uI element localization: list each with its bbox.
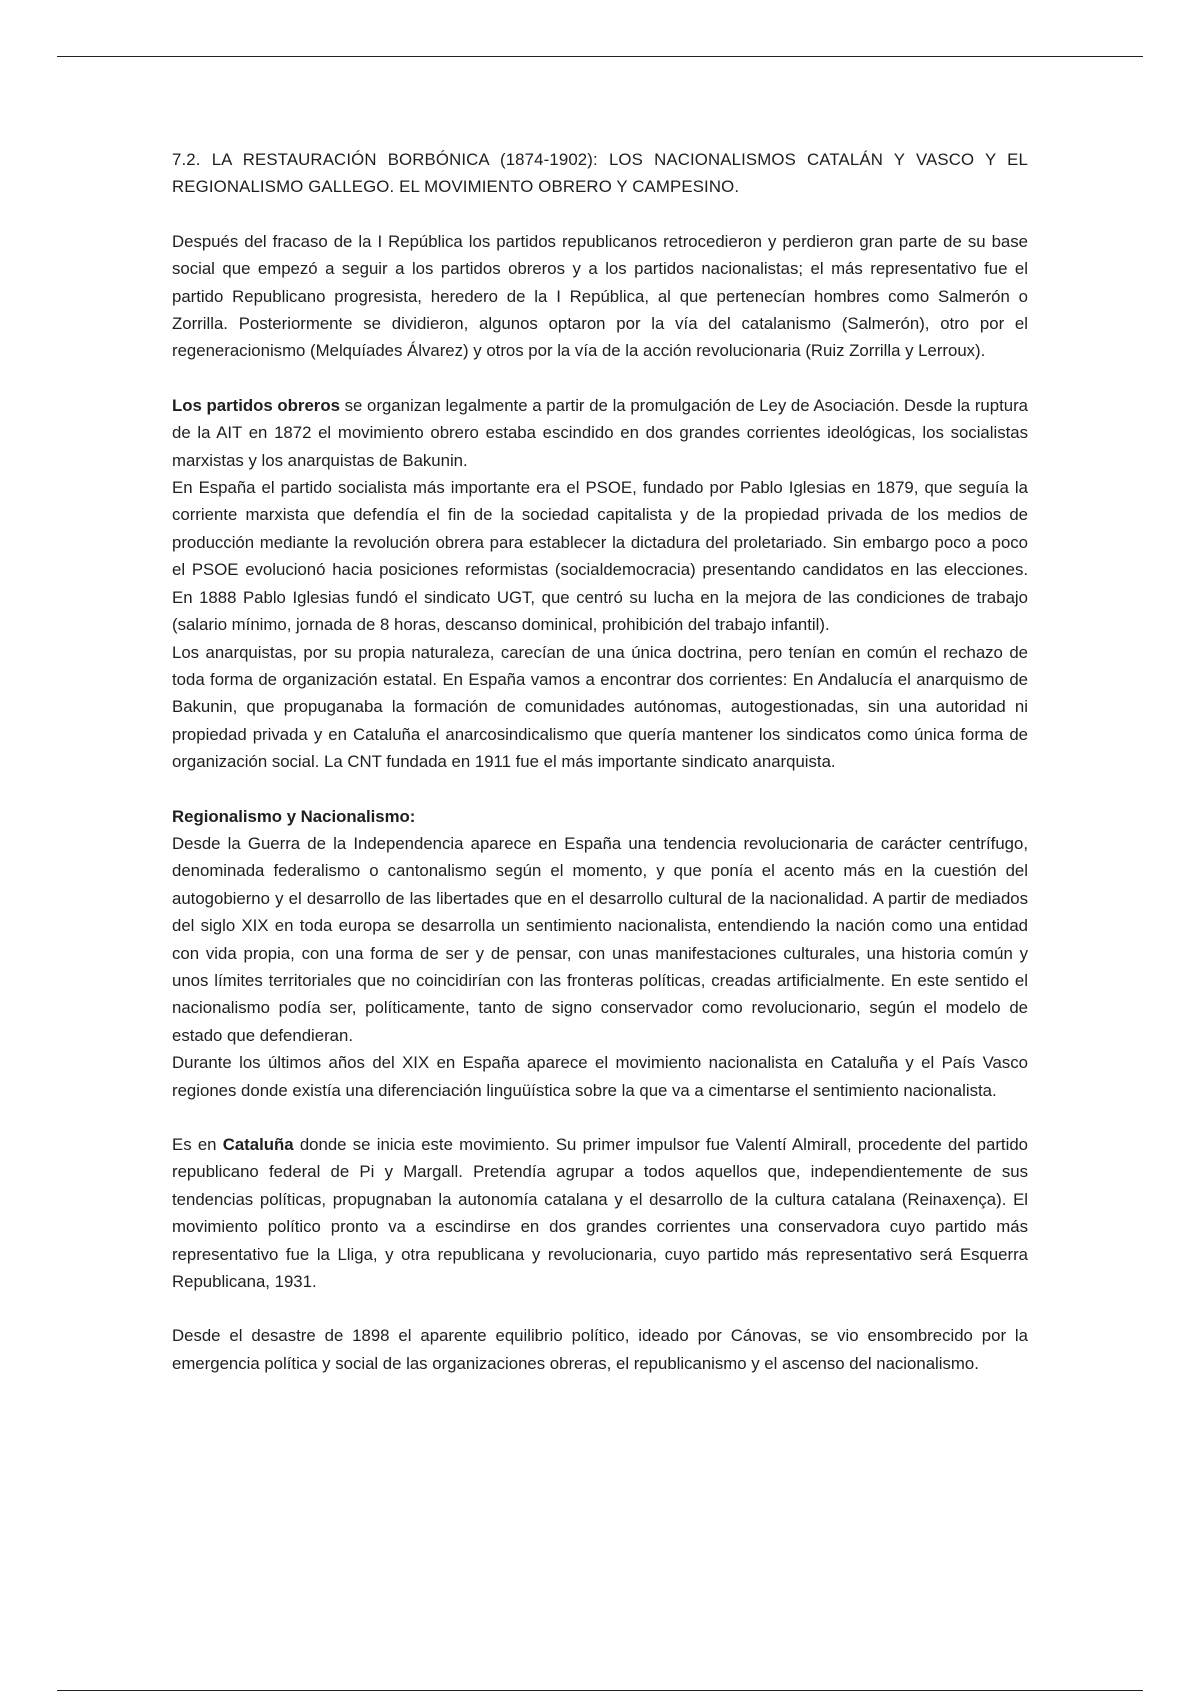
header-rule (57, 56, 1143, 57)
spacer (172, 365, 1028, 392)
obreros-paragraph-2: En España el partido socialista más importante era el PSOE, fundado por Pablo Iglesias en 1879, que seguía la corriente marxista que defendía el fin de la sociedad capitalista y de la propiedad privada de los medios de producción mediante la revolución obrera para establecer la dictadura del proletariado. Sin embargo poco a poco el PSOE evolucionó hacia posiciones reformistas (socialdemocracia) presentando candidatos en las elecciones. En 1888 Pablo Iglesias fundó el sindicato UGT, que centró su lucha en la mejora de las condiciones de trabajo (salario mínimo, jornada de 8 horas, descanso dominical, prohibición del trabajo infantil). (172, 478, 1028, 635)
desastre-paragraph: Desde el desastre de 1898 el aparente equilibrio político, ideado por Cánovas, se vio ensombrecido por la emergencia política y social de las organizaciones obreras, el republicanismo y el ascenso del nacionalismo. (172, 1326, 1028, 1373)
nacionalismo-heading: Regionalismo y Nacionalismo: (172, 806, 416, 826)
obreros-paragraph-3: Los anarquistas, por su propia naturaleza, carecían de una única doctrina, pero tenían en común el rechazo de toda forma de organización estatal. En España vamos a encontrar dos corrientes: En Andalucía el anarquismo de Bakunin, que propuganaba la formación de comunidades autónomas, autogestionadas, sin una autoridad ni propiedad privada y en Cataluña el anarcosindicalismo que quería mantener los sindicatos como única forma de organización social. La CNT fundada en 1911 fue el más importante sindicato anarquista. (172, 642, 1028, 772)
obreros-heading: Los partidos obreros (172, 395, 340, 415)
cataluna-pre: Es en (172, 1135, 223, 1154)
spacer (172, 776, 1028, 803)
obreros-paragraph-1 (172, 392, 1028, 474)
cataluna-paragraph (172, 1131, 1028, 1295)
spacer (172, 201, 1028, 228)
spacer (172, 1104, 1028, 1131)
cataluna-bold: Cataluña (222, 1135, 294, 1154)
intro-paragraph: Después del fracaso de la I República los partidos republicanos retrocedieron y perdieron gran parte de su base social que empezó a seguir a los partidos obreros y a los partidos nacionalistas; el más representativo fue el partido Republicano progresista, heredero de la I República, al que pertenecían hombres como Salmerón o Zorrilla. Posteriormente se dividieron, algunos optaron por la vía del catalanismo (Salmerón), otro por el regeneracionismo (Melquíades Álvarez) y otros por la vía de la acción revolucionaria (Ruiz Zorrilla y Lerroux). (172, 231, 1028, 361)
obreros-p1-text: se organizan legalmente a partir de la promulgación de Ley de Asociación. Desde la ruptura de la AIT en 1872 el movimiento obrero estaba escindido en dos grandes corrientes ideológicas, los socialistas marxistas y los anarquistas de Bakunin. (172, 395, 1029, 470)
spacer (172, 1295, 1028, 1322)
page-title: 7.2. LA RESTAURACIÓN BORBÓNICA (1874-1902): LOS NACIONALISMOS CATALÁN Y VASCO Y EL REGIONALISMO GALLEGO. EL MOVIMIENTO OBRERO Y CAMPESINO. (172, 150, 1028, 197)
cataluna-text: donde se inicia este movimiento. Su primer impulsor fue Valentí Almirall, procedente del partido republicano federal de Pi y Margall. Pretendía agrupar a todos aquellos que, independientemente de sus tendencias políticas, propugnaban la autonomía catalana y el desarrollo de la cultura catalana (Reinaxença). El movimiento político pronto va a escindirse en dos grandes corrientes una conservadora cuyo partido más representativo fue la Lliga, y otra republicana y revolucionaria, cuyo partido más representativo será Esquerra Republicana, 1931. (172, 1135, 1028, 1292)
document-body (172, 146, 1028, 1377)
footer-rule (57, 1690, 1143, 1691)
nacionalismo-paragraph-1: Desde la Guerra de la Independencia aparece en España una tendencia revolucionaria de carácter centrífugo, denominada federalismo o cantonalismo según el momento, y que ponía el acento más en la cuestión del autogobierno y el desarrollo de las libertades que en el desarrollo cultural de la nacionalidad. A partir de mediados del siglo XIX en toda europa se desarrolla un sentimiento nacionalista, entendiendo la nación como una entidad con vida propia, con una forma de ser y de pensar, con unas manifestaciones culturales, una historia común y unos límites territoriales que no coincidirían con las fronteras políticas, creadas artificialmente. En este sentido el nacionalismo podía ser, políticamente, tanto de signo conservador como revolucionario, según el modelo de estado que defendieran. (172, 833, 1028, 1045)
nacionalismo-heading-line (172, 803, 1028, 830)
nacionalismo-paragraph-2: Durante los últimos años del XIX en España aparece el movimiento nacionalista en Cataluña y el País Vasco regiones donde existía una diferenciación linguüística sobre la que va a cimentarse el sentimiento nacionalista. (172, 1053, 1028, 1100)
